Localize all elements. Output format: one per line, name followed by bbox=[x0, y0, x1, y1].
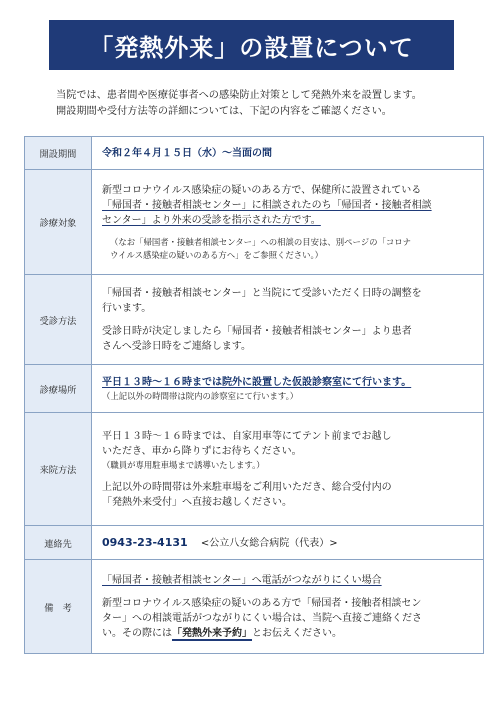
fever-reservation-keyword: 「発熱外来予約」 bbox=[172, 627, 252, 639]
row-target bbox=[25, 170, 484, 275]
value-method bbox=[92, 275, 484, 365]
info-table bbox=[24, 136, 484, 654]
visit-line: いただき、車から降りずにお待ちください。 bbox=[102, 445, 302, 457]
remarks-line bbox=[102, 626, 475, 641]
value-target bbox=[92, 170, 484, 275]
place-main: 平日１３時～１６時までは院外に設置した仮設診察室にて行います。 bbox=[102, 376, 412, 388]
label-period: 開設期間 bbox=[25, 137, 92, 170]
method-line: 行います。 bbox=[102, 302, 152, 314]
target-line: 新型コロナウイルス感染症の疑いのある方で、保健所に設置されている bbox=[102, 184, 422, 196]
row-method bbox=[25, 275, 484, 365]
label-contact: 連絡先 bbox=[25, 526, 92, 560]
value-visit bbox=[92, 413, 484, 526]
intro-line: 開設期間や受付方法等の詳細については、下記の内容をご確認ください。 bbox=[56, 106, 392, 117]
contact-hospital: <公立八女総合病院（代表）> bbox=[200, 537, 338, 549]
method-line: 受診日時が決定しましたら「帰国者・接触者相談センター」より患者 bbox=[102, 325, 412, 337]
period-text: 令和２年４月１５日（水）～当面の間 bbox=[102, 147, 272, 159]
visit-note: （職員が専用駐車場まで誘導いたします。） bbox=[102, 459, 265, 470]
row-visit bbox=[25, 413, 484, 526]
place-note: （上記以外の時間帯は院内の診察室にて行います。） bbox=[102, 390, 299, 401]
row-remarks bbox=[25, 560, 484, 654]
remarks-text: とお伝えください。 bbox=[252, 627, 342, 639]
row-period bbox=[25, 137, 484, 170]
label-visit: 来院方法 bbox=[25, 413, 92, 526]
label-method: 受診方法 bbox=[25, 275, 92, 365]
visit-line: 上記以外の時間帯は外来駐車場をご利用いただき、総合受付内の bbox=[102, 481, 392, 493]
visit-line: 「発熱外来受付」へ直接お越しください。 bbox=[102, 496, 292, 508]
method-line: 「帰国者・接触者相談センター」と当院にて受診いただく日時の調整を bbox=[102, 287, 422, 299]
target-note: ウイルス感染症の疑いのある方へ」をご参照ください。） bbox=[110, 249, 324, 260]
visit-line: 平日１３時～１６時までは、自家用車等にてテント前までお越し bbox=[102, 430, 392, 442]
row-place bbox=[25, 365, 484, 413]
label-remarks: 備 考 bbox=[25, 560, 92, 654]
target-note: （なお「帰国者・接触者相談センター」への相談の目安は、別ページの「コロナ bbox=[110, 236, 411, 247]
value-contact bbox=[92, 526, 484, 560]
row-contact bbox=[25, 526, 484, 560]
remarks-text: い。その際には bbox=[102, 627, 172, 639]
remarks-line: 新型コロナウイルス感染症の疑いのある方で「帰国者・接触者相談セン bbox=[102, 597, 422, 609]
intro-text bbox=[56, 88, 486, 120]
label-place: 診療場所 bbox=[25, 365, 92, 413]
value-place bbox=[92, 365, 484, 413]
value-remarks bbox=[92, 560, 484, 654]
page-title: 「発熱外来」の設置について bbox=[49, 20, 454, 70]
contact-phone: 0943-23-4131 bbox=[102, 535, 188, 549]
label-target: 診療対象 bbox=[25, 170, 92, 275]
value-period bbox=[92, 137, 484, 170]
remarks-line: ター」への相談電話がつながりにくい場合は、当院へ直接ご連絡くださ bbox=[102, 612, 422, 624]
method-line: さんへ受診日時をご連絡します。 bbox=[102, 340, 251, 352]
intro-line: 当院では、患者間や医療従事者への感染防止対策として発熱外来を設置します。 bbox=[56, 90, 422, 101]
target-line: 「帰国者・接触者相談センター」に相談されたのち「帰国者・接触者相談 bbox=[102, 199, 432, 211]
target-line: センター」より外来の受診を指示された方です。 bbox=[102, 214, 321, 226]
remarks-heading: 「帰国者・接触者相談センター」へ電話がつながりにくい場合 bbox=[102, 574, 382, 586]
